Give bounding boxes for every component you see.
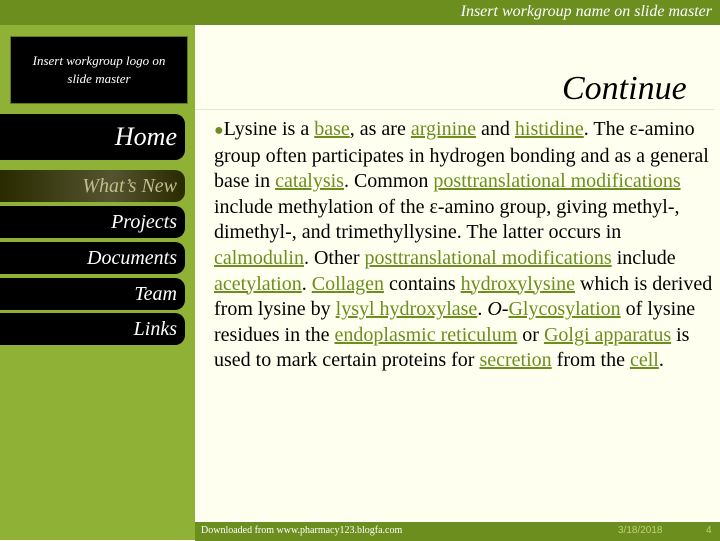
title-band — [195, 0, 720, 26]
body-text-run: . The ε-amino group often participates in hydrogen bonding and as a general base in — [214, 118, 709, 193]
workgroup-logo-placeholder — [10, 36, 188, 104]
body-text-run: . Common — [343, 170, 434, 193]
body-link[interactable]: posttranslational modifications — [433, 170, 681, 193]
nav-documents[interactable]: Documents — [0, 242, 185, 274]
body-link[interactable]: Glycosylation — [508, 298, 621, 321]
body-text-run: and — [476, 118, 515, 140]
body-text-run: , as are — [349, 118, 411, 140]
body-link[interactable]: Collagen — [311, 272, 384, 295]
footer-bar — [195, 521, 720, 541]
bullet-icon: ● — [214, 122, 224, 139]
body-text-run: . — [477, 298, 488, 321]
body-link[interactable]: arginine — [410, 118, 477, 140]
body-text-run: include — [611, 246, 676, 269]
body-paragraph — [214, 118, 712, 371]
body-text-run: of lysine residues in the — [214, 298, 696, 346]
sidebar — [0, 0, 195, 540]
body-link[interactable]: histidine — [514, 118, 584, 140]
logo-text: Insert workgroup logo on slide master — [32, 53, 166, 86]
page-number: 4 — [706, 525, 712, 536]
body-text-run: is used to mark certain proteins for — [214, 323, 690, 372]
body-link[interactable]: Golgi apparatus — [543, 323, 672, 346]
body-text-run: . — [301, 272, 312, 295]
nav-team[interactable]: Team — [0, 278, 185, 310]
body-text-run: from the — [551, 349, 630, 372]
top-bar — [0, 0, 720, 25]
body-link[interactable]: lysyl hydroxylase — [335, 298, 478, 321]
body-link[interactable]: base — [314, 118, 350, 140]
nav-home[interactable]: Home — [0, 114, 185, 160]
body-text-run: or — [517, 323, 544, 346]
workgroup-name: Insert workgroup name on slide master — [460, 3, 712, 20]
slide-title: Continue — [562, 70, 687, 107]
nav-whats-new[interactable]: What’s New — [0, 170, 185, 202]
body-link[interactable]: endoplasmic reticulum — [334, 323, 518, 346]
footer-source: Downloaded from www.pharmacy123.blogfa.com — [201, 525, 403, 536]
body-text-run: include methylation of the ε-amino group, giving methyl-, dimethyl-, and trimethyllysine. The latter occurs in — [214, 195, 680, 244]
body-link[interactable]: secretion — [479, 349, 552, 372]
body-text-run: . — [658, 349, 664, 372]
footer-date: 3/18/2018 — [618, 525, 663, 536]
title-divider — [195, 109, 715, 110]
body-text-run: O — [487, 298, 502, 321]
body-text-run: which is derived from lysine by — [214, 272, 713, 321]
body-text-run: Lysine is a — [223, 118, 315, 140]
body-link[interactable]: calmodulin — [214, 246, 304, 269]
body-text-run: . Other — [303, 246, 365, 269]
nav-links[interactable]: Links — [0, 313, 185, 345]
body-link[interactable]: catalysis — [275, 170, 344, 193]
body-text-run: contains — [383, 272, 461, 295]
body-text-run: - — [501, 298, 509, 321]
body-link[interactable]: cell — [629, 349, 659, 372]
nav-projects[interactable]: Projects — [0, 206, 185, 238]
body-link[interactable]: hydroxylysine — [460, 272, 576, 295]
body-link[interactable]: acetylation — [214, 272, 302, 295]
slide-body — [214, 117, 714, 374]
body-link[interactable]: posttranslational modifications — [364, 246, 612, 269]
